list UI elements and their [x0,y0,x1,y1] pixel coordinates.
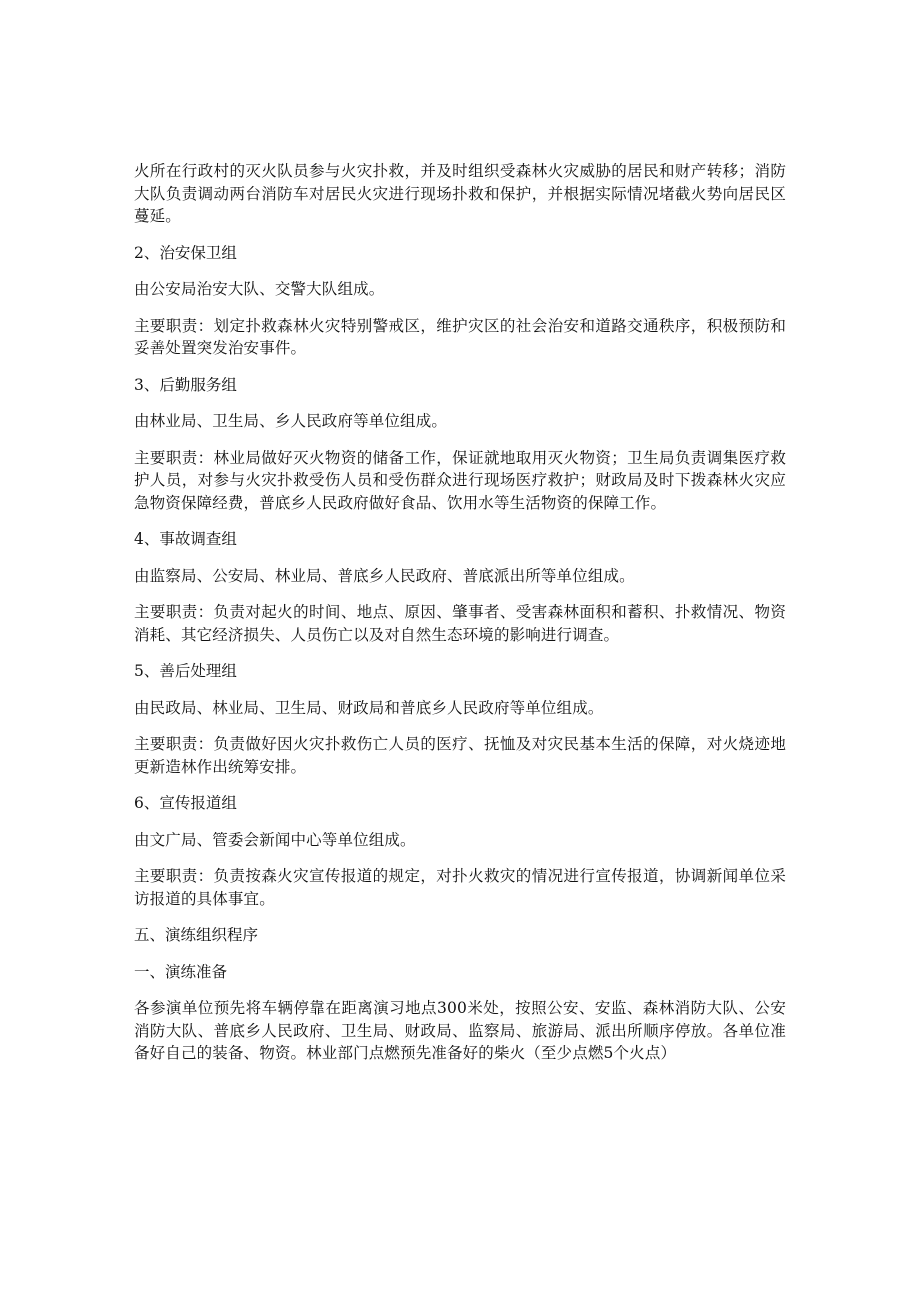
paragraph-aftermath-composition: 由民政局、林业局、卫生局、财政局和普底乡人民政府等单位组成。 [134,698,604,717]
heading-publicity-group: 6、宣传报道组 [134,794,237,812]
document-page [134,160,786,1079]
paragraph-logistics-composition: 由林业局、卫生局、乡人民政府等单位组成。 [134,412,448,430]
heading-security-group: 2、治安保卫组 [134,243,237,262]
heading-logistics-group: 3、后勤服务组 [134,375,237,394]
paragraph-aftermath-duties: 主要职责：负责做好因火灾扑救伤亡人员的医疗、抚恤及对灾民基本生活的保障，对火烧迹地更新造林作出统筹安排。 [134,735,786,776]
paragraph-investigation-duties: 主要职责：负责对起火的时间、地点、原因、肇事者、受害森林面积和蓄积、扑救情况、物资消耗、其它经济损失、人员伤亡以及对自然生态环境的影响进行调查。 [134,603,786,644]
paragraph-fire-village-teams: 火所在行政村的灭火队员参与火灾扑救，并及时组织受森林火灾威胁的居民和财产转移；消防大队负责调动两台消防车对居民火灾进行现场扑救和保护，并根据实际情况堵截火势向居民区蔓延。 [134,162,786,225]
paragraph-logistics-duties: 主要职责：林业局做好灭火物资的储备工作，保证就地取用灭火物资；卫生局负责调集医疗救护人员，对参与火灾扑救受伤人员和受伤群众进行现场医疗救护；财政局及时下拨森林火灾应急物资保障经费，普底乡人民政府做好食品、饮用水等生活物资的保障工作。 [134,448,786,512]
heading-aftermath-group: 5、善后处理组 [134,662,237,680]
paragraph-investigation-composition: 由监察局、公安局、林业局、普底乡人民政府、普底派出所等单位组成。 [134,566,635,585]
paragraph-drill-preparation: 各参演单位预先将车辆停靠在距离演习地点300米处，按照公安、安监、森林消防大队、公安消防大队、普底乡人民政府、卫生局、财政局、监察局、旅游局、派出所顺序停放。各单位准备好自己的装备、物资。林业部门点燃预先准备好的柴火（至少点燃5个火点） [134,999,786,1062]
paragraph-security-composition: 由公安局治安大队、交警大队组成。 [134,280,385,298]
heading-drill-procedure: 五、演练组织程序 [134,926,259,944]
paragraph-security-duties: 主要职责：划定扑救森林火灾特别警戒区，维护灾区的社会治安和道路交通秩序，积极预防和妥善处置突发治安事件。 [134,316,786,357]
heading-drill-preparation: 一、演练准备 [134,962,228,981]
heading-investigation-group: 4、事故调查组 [134,530,237,548]
paragraph-publicity-duties: 主要职责：负责按森火灾宣传报道的规定，对扑火救灾的情况进行宣传报道，协调新闻单位采访报道的具体事宜。 [134,867,786,908]
paragraph-publicity-composition: 由文广局、管委会新闻中心等单位组成。 [134,830,416,849]
